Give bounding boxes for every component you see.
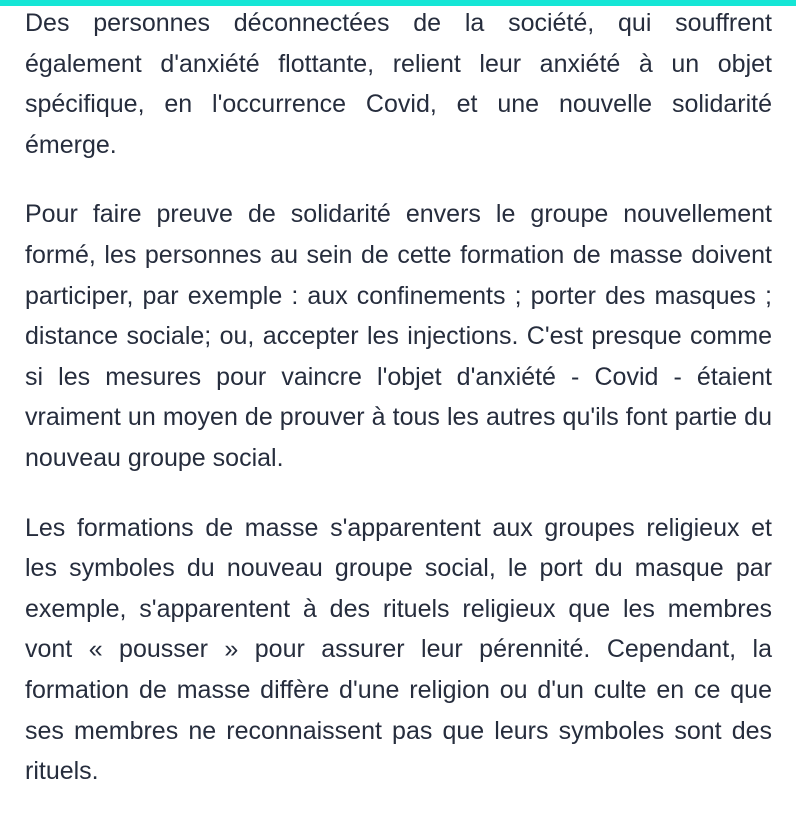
- paragraph-1: Des personnes déconnectées de la société, qui souffrent également d'anxiété flottante, relient leur anxiété à un objet spécifique, en l'occurrence Covid, et une nouvelle solidarité émerge.: [25, 9, 772, 159]
- article-body: [25, 3, 772, 821]
- paragraph-2: Pour faire preuve de solidarité envers le groupe nouvellement formé, les personnes au sein de cette formation de masse doivent participer, par exemple : aux confinements ; porter des masques ; distance sociale; ou, accepter les injections. C'est presque comme si les mesures pour vaincre l'objet d'anxiété - Covid - étaient vraiment un moyen de prouver à tous les autres qu'ils font partie du nouveau groupe social.: [25, 200, 772, 472]
- paragraph-3: Les formations de masse s'apparentent aux groupes religieux et les symboles du nouveau groupe social, le port du masque par exemple, s'apparentent à des rituels religieux que les membres vont « pousser » pour assurer leur pérennité. Cependant, la formation de masse diffère d'une religion ou d'un culte en ce que ses membres ne reconnaissent pas que leurs symboles sont des rituels.: [25, 513, 772, 786]
